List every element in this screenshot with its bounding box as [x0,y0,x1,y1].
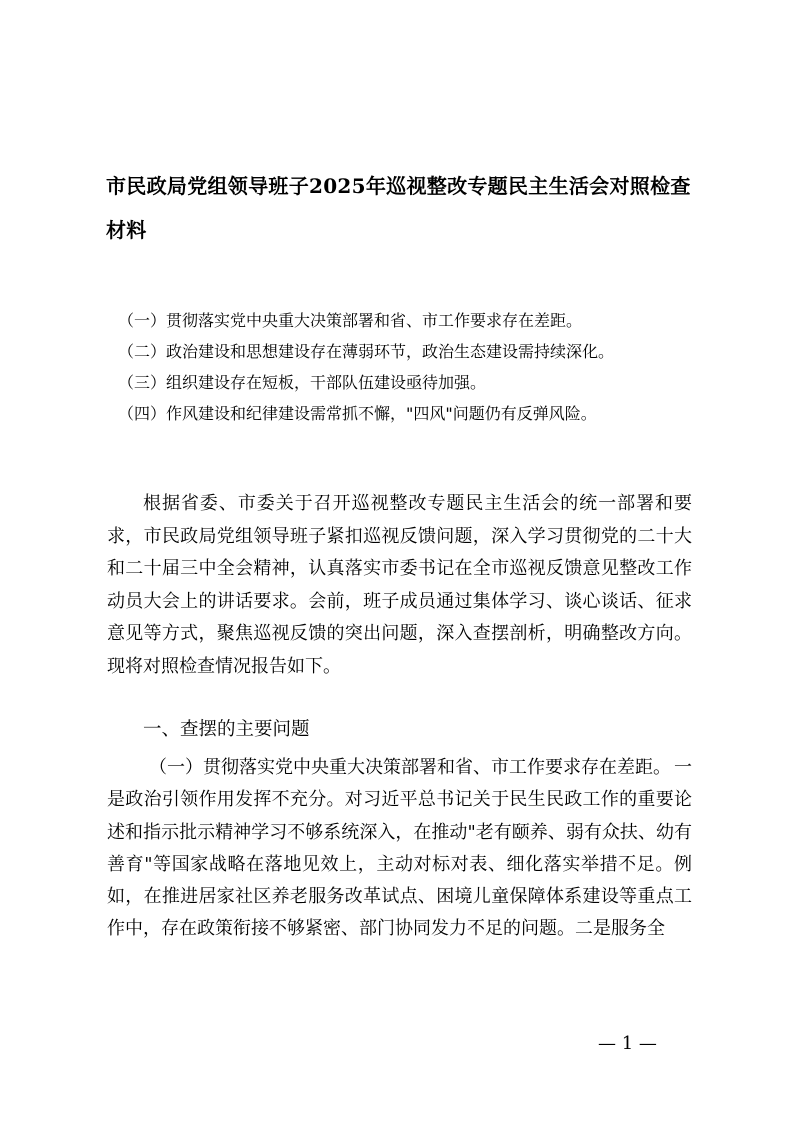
list-item: （一）贯彻落实党中央重大决策部署和省、市工作要求存在差距。 [118,311,583,330]
problem-summary-list [118,305,718,429]
page-number: — 1 — [598,1033,657,1054]
list-item: （二）政治建设和思想建设存在薄弱环节，政治生态建设需持续深化。 [118,342,615,361]
section-body-text: 一是政治引领作用发挥不充分。对习近平总书记关于民生民政工作的重要论述和指示批示精神学习不够系统深入，在推动"老有颐养、弱有众扶、幼有善育"等国家战略在落地见效上，主动对标对表、细化落实举措不足。例如，在推进居家社区养老服务改革试点、困境儿童保障体系建设等重点工作中，存在政策衔接不够紧密、部门协同发力不足的问题。二是服务全 [107,757,692,940]
intro-paragraph: 根据省委、市委关于召开巡视整改专题民主生活会的统一部署和要求，市民政局党组领导班子紧扣巡视反馈问题，深入学习贯彻党的二十大和二十届三中全会精神，认真落实市委书记在全市巡视反馈意见整改工作动员大会上的讲话要求。会前，班子成员通过集体学习、谈心谈话、征求意见等方式，聚焦巡视反馈的突出问题，深入查摆剖析，明确整改方向。现将对照检查情况报告如下。 [107,493,692,677]
list-item: （四）作风建设和纪律建设需常抓不懈，"四风"问题仍有反弹风险。 [118,404,597,423]
section-paragraph [107,752,692,946]
document-title: 市民政局党组领导班子2025年巡视整改专题民主生活会对照检查材料 [106,174,691,242]
list-item: （三）组织建设存在短板，干部队伍建设亟待加强。 [118,373,487,392]
sub-heading: （一）贯彻落实党中央重大决策部署和省、市工作要求存在差距。 [149,757,671,778]
section-heading: 一、查摆的主要问题 [143,719,310,740]
